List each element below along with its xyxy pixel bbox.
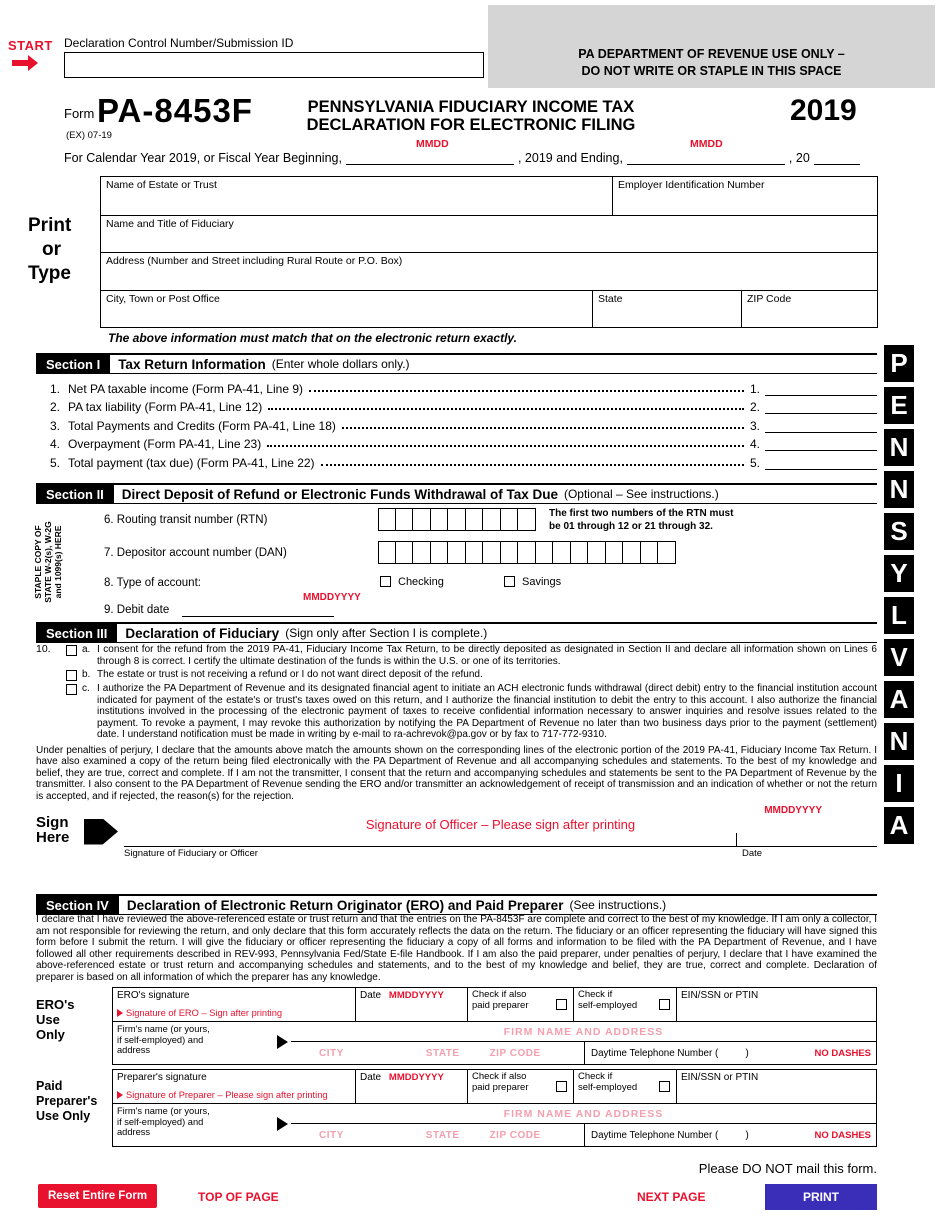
sign-here-arrow-icon <box>84 819 118 845</box>
ero-grid <box>112 987 877 1065</box>
dan-box[interactable] <box>641 541 659 564</box>
ero-check1-line1: Check if also <box>472 989 527 1000</box>
dcn-input[interactable] <box>64 52 484 78</box>
arrow-icon <box>117 1091 123 1099</box>
item-b-checkbox[interactable] <box>66 670 77 681</box>
form-number: PA-8453F <box>97 92 253 129</box>
amount-field-4[interactable] <box>765 437 877 451</box>
preparer-check1-line1: Check if also <box>472 1071 527 1082</box>
ero-paid-preparer-check-cell <box>468 988 574 1021</box>
line-number-right: 1. <box>749 381 760 396</box>
dan-boxes[interactable] <box>378 541 676 564</box>
print-or-type-word3: Type <box>28 263 71 284</box>
item-a-text: I consent for the refund from the 2019 PA-41, Fiduciary Income Tax Return, to be directly deposited as designated in Section II and declare all information shown on Lines 6 through 8 is correct. I certify the ultimate destination of the funds is within the U.S. or one of its territories. <box>97 644 877 667</box>
city-state-zip-row <box>101 290 877 328</box>
section3-badge: Section III <box>36 624 117 642</box>
rtn-box[interactable] <box>431 508 449 531</box>
rtn-box[interactable] <box>448 508 466 531</box>
preparer-check2-line2: self-employed <box>578 1081 638 1093</box>
pa-vertical-letter: A <box>884 681 914 718</box>
fiscal-year-blank[interactable] <box>814 150 860 165</box>
dan-box[interactable] <box>431 541 449 564</box>
preparer-use-only-label <box>36 1069 112 1147</box>
ero-no-dashes-label: NO DASHES <box>814 1047 871 1059</box>
dan-box[interactable] <box>518 541 536 564</box>
signature-label: Signature of Fiduciary or Officer <box>124 847 258 859</box>
fiduciary-signature-line[interactable] <box>124 817 877 847</box>
line-number: 4. <box>50 437 61 452</box>
line-number: 1. <box>50 381 61 396</box>
line-number: 2. <box>50 400 61 415</box>
section2-title: Direct Deposit of Refund or Electronic Funds Withdrawal of Tax Due <box>121 486 558 502</box>
dotted-leader <box>342 427 744 429</box>
section2-subtitle: (Optional – See instructions.) <box>563 487 719 501</box>
line-number-right: 4. <box>749 437 760 452</box>
ero-preparer-section <box>36 914 877 1147</box>
address-row <box>101 252 877 290</box>
ero-ein-cell[interactable] <box>677 988 876 1021</box>
line-label: Total Payments and Credits (Form PA-41, Line 18) <box>68 418 336 433</box>
section4-bar <box>36 894 877 915</box>
dan-box[interactable] <box>658 541 676 564</box>
section2-badge: Section II <box>36 485 114 503</box>
line-label: PA tax liability (Form PA-41, Line 12) <box>68 400 263 415</box>
zip-label: ZIP Code <box>747 292 792 305</box>
pa-vertical-letter: L <box>884 597 914 634</box>
fiduciary-name-label: Name and Title of Fiduciary <box>106 217 234 230</box>
staple-note <box>33 503 63 621</box>
amount-field-5[interactable] <box>765 456 877 470</box>
section4-title: Declaration of Electronic Return Originator (ERO) and Paid Preparer <box>126 897 564 913</box>
amount-field-1[interactable] <box>765 382 877 396</box>
dotted-leader <box>309 390 744 392</box>
line-number: 3. <box>50 418 61 433</box>
ero-phone-cell[interactable] <box>584 1042 876 1064</box>
savings-label: Savings <box>522 576 562 588</box>
print-or-type-label <box>28 214 71 286</box>
pa-vertical-letter: N <box>884 471 914 508</box>
dan-box[interactable] <box>466 541 484 564</box>
pa-vertical-letter: V <box>884 639 914 676</box>
officer-signature-instruction: Signature of Officer – Please sign after printing <box>365 816 636 832</box>
rtn-box[interactable] <box>518 508 536 531</box>
dan-box[interactable] <box>413 541 431 564</box>
revenue-use-box <box>488 5 935 88</box>
dan-box[interactable] <box>501 541 519 564</box>
preparer-zip-placeholder[interactable]: ZIP CODE <box>489 1129 541 1141</box>
rtn-line-label: 6. Routing transit number (RTN) <box>104 514 268 526</box>
ero-firm-row <box>113 1022 876 1064</box>
calendar-year-line <box>64 150 877 165</box>
ero-check1-line2: paid preparer <box>472 999 529 1011</box>
form-title <box>256 99 686 134</box>
preparer-phone-label: Daytime Telephone Number ( ) <box>591 1129 749 1141</box>
section3-subtitle: (Sign only after Section I is complete.) <box>285 626 488 640</box>
preparer-check1-line2: paid preparer <box>472 1081 529 1093</box>
arrow-icon <box>117 1009 123 1017</box>
ero-city-row <box>291 1042 876 1064</box>
preparer-date-label: Date <box>360 1072 382 1083</box>
ero-declaration: I declare that I have reviewed the above-referenced estate or trust return and that the entries on the PA-8453F are complete and correct to the best of my knowledge. If I am only a collector, I am not responsible for reviewing the return, and only declare that this form accurately reflects the data on the return. The fiduciary or an officer representing the fiduciary will have signed this form before I submit the return. I will give the fiduciary or officer representing the fiduciary a copy of all forms and information to be filed with the PA Department of Revenue, and I have followed all other requirements described in REV-993, Pennsylvania Fed/State E-file Handbook. If I am also the paid preparer, under penalties of perjury, I declare that I have examined the above-referenced estate or trust return and accompanying schedules and statements, and to the best of my knowledge and belief, they are true, correct and complete. Declaration of preparer is based on all information of which the preparer has any knowledge. <box>36 914 877 983</box>
dan-line-label: 7. Depositor account number (DAN) <box>104 547 287 559</box>
rtn-note-line2: be 01 through 12 or 21 through 32. <box>549 520 713 532</box>
item-a-checkbox[interactable] <box>66 645 77 656</box>
section3-bar <box>36 622 877 643</box>
ero-firm-label-line3: address <box>117 1045 151 1055</box>
tax-line-1 <box>50 377 877 396</box>
section1-subtitle: (Enter whole dollars only.) <box>271 357 410 371</box>
preparer-paid-preparer-check-cell <box>468 1070 574 1103</box>
form-revision: (EX) 07-19 <box>66 130 112 141</box>
ero-check2-line2: self-employed <box>578 999 638 1011</box>
debit-date-label: 9. Debit date <box>104 604 170 616</box>
address-field[interactable] <box>101 253 877 290</box>
dan-box[interactable] <box>606 541 624 564</box>
form-title-line2: DECLARATION FOR ELECTRONIC FILING <box>306 115 636 134</box>
ero-signature-cell[interactable] <box>113 988 356 1021</box>
dan-box[interactable] <box>553 541 571 564</box>
firm-arrow-icon <box>277 1035 288 1049</box>
start-label: START <box>8 38 53 53</box>
item-10-number: 10. <box>36 643 51 655</box>
fiduciary-name-field[interactable] <box>101 216 877 253</box>
dotted-leader <box>267 445 744 447</box>
item-number-spacer <box>36 669 66 681</box>
date-label: Date <box>742 847 763 859</box>
preparer-firm-label-line1: Firm's name (or yours, <box>117 1106 210 1116</box>
sign-here-row <box>36 813 877 847</box>
preparer-date-cell[interactable] <box>356 1070 468 1103</box>
top-of-page-link[interactable]: TOP OF PAGE <box>198 1190 279 1204</box>
section1-badge: Section I <box>36 355 110 373</box>
section4-badge: Section IV <box>36 896 119 914</box>
checking-checkbox[interactable] <box>380 576 391 587</box>
preparer-phone-cell[interactable] <box>584 1124 876 1146</box>
preparer-paid-preparer-checkbox[interactable] <box>556 1081 567 1092</box>
preparer-side-line1: Paid <box>36 1079 63 1093</box>
ero-ein-label: EIN/SSN or PTIN <box>681 990 759 1001</box>
revenue-use-line2: DO NOT WRITE OR STAPLE IN THIS SPACE <box>581 64 842 78</box>
debit-date-format: MMDDYYYY <box>303 592 361 603</box>
line-number-right: 5. <box>749 455 760 470</box>
section3-title: Declaration of Fiduciary <box>125 625 280 641</box>
pa-vertical-letter: A <box>884 807 914 844</box>
ein-field[interactable] <box>612 177 877 215</box>
sign-here-word2: Here <box>36 828 70 846</box>
rtn-note-line1: The first two numbers of the RTN must <box>549 508 734 519</box>
start-arrow-icon <box>12 60 28 66</box>
ero-check2-line1: Check if <box>578 989 613 1000</box>
preparer-grid <box>112 1069 877 1147</box>
item-10a <box>36 644 877 667</box>
dotted-leader <box>268 408 744 410</box>
item-10c <box>36 683 877 741</box>
preparer-signature-label: Preparer's signature <box>117 1072 207 1083</box>
preparer-no-dashes-label: NO DASHES <box>814 1129 871 1141</box>
line-label: Overpayment (Form PA-41, Line 23) <box>68 437 262 452</box>
calendar-text-1: For Calendar Year 2019, or Fiscal Year Beginning, <box>64 151 342 165</box>
form-word: Form <box>64 106 95 121</box>
item-a-letter: a. <box>82 644 91 655</box>
debit-date-blank[interactable] <box>182 604 334 617</box>
preparer-signature-cell[interactable] <box>113 1070 356 1103</box>
signature-line-labels <box>36 848 877 860</box>
preparer-ein-label: EIN/SSN or PTIN <box>681 1072 759 1083</box>
ero-firm-label-line2: if self-employed) and <box>117 1034 204 1045</box>
preparer-date-format: MMDDYYYY <box>388 1072 444 1083</box>
tax-line-2 <box>50 396 877 415</box>
pa-vertical-letter: I <box>884 765 914 802</box>
sign-here-word1: Sign <box>36 813 69 831</box>
rtn-box[interactable] <box>396 508 414 531</box>
mmdd-label-end: MMDD <box>690 138 723 150</box>
section1-bar <box>36 353 877 374</box>
preparer-self-employed-checkbox[interactable] <box>659 1081 670 1092</box>
tax-year: 2019 <box>790 94 857 127</box>
item-number-spacer <box>36 683 66 741</box>
ero-signature-row <box>113 988 876 1022</box>
dotted-leader <box>321 464 744 466</box>
signature-date-format: MMDDYYYY <box>764 805 822 816</box>
ero-firm-label-line1: Firm's name (or yours, <box>117 1024 210 1034</box>
preparer-city-placeholder[interactable]: CITY <box>319 1129 344 1141</box>
ero-firm-name-placeholder[interactable]: FIRM NAME AND ADDRESS <box>291 1022 876 1042</box>
tax-return-lines <box>50 377 877 470</box>
fiscal-end-blank[interactable] <box>627 150 785 165</box>
pa-vertical-letter: S <box>884 513 914 550</box>
section4-subtitle: (See instructions.) <box>569 898 667 912</box>
ero-paid-preparer-checkbox[interactable] <box>556 999 567 1010</box>
preparer-self-employed-check-cell <box>574 1070 677 1103</box>
preparer-firm-row <box>113 1104 876 1146</box>
preparer-firm-name-placeholder[interactable]: FIRM NAME AND ADDRESS <box>291 1104 876 1124</box>
do-not-mail-note: Please DO NOT mail this form. <box>698 1161 877 1176</box>
ero-date-format: MMDDYYYY <box>388 990 444 1001</box>
preparer-check2-line1: Check if <box>578 1071 613 1082</box>
tax-line-5 <box>50 451 877 470</box>
ero-city-placeholder[interactable]: CITY <box>319 1047 344 1059</box>
revenue-use-line1: PA DEPARTMENT OF REVENUE USE ONLY – <box>578 47 845 61</box>
item-c-checkbox[interactable] <box>66 684 77 695</box>
ero-signature-instruction <box>117 1008 282 1018</box>
firm-arrow-icon <box>277 1117 288 1131</box>
fiscal-begin-blank[interactable] <box>346 150 514 165</box>
pa-vertical-letter: N <box>884 429 914 466</box>
ero-date-cell[interactable] <box>356 988 468 1021</box>
account-type-label: 8. Type of account: <box>104 577 201 589</box>
estate-name-field[interactable] <box>101 177 612 215</box>
line-number-right: 2. <box>749 400 760 415</box>
zip-field[interactable] <box>741 291 877 328</box>
pa-vertical-letter: N <box>884 723 914 760</box>
city-field[interactable] <box>101 291 592 328</box>
amount-field-3[interactable] <box>765 419 877 433</box>
staple-line1: STAPLE COPY OF <box>33 525 43 599</box>
ero-phone-label: Daytime Telephone Number ( ) <box>591 1047 749 1059</box>
dan-box[interactable] <box>571 541 589 564</box>
ero-zip-placeholder[interactable]: ZIP CODE <box>489 1047 541 1059</box>
line-label: Total payment (tax due) (Form PA-41, Line 22) <box>68 455 315 470</box>
dan-box[interactable] <box>378 541 396 564</box>
item-c-letter: c. <box>82 683 90 694</box>
checking-label: Checking <box>398 576 444 588</box>
ein-label: Employer Identification Number <box>618 179 765 191</box>
item-b-letter: b. <box>82 669 91 680</box>
pa-vertical-letter: P <box>884 345 914 382</box>
tax-line-4 <box>50 433 877 452</box>
print-or-type-word2: or <box>42 239 61 260</box>
dan-box[interactable] <box>623 541 641 564</box>
fiduciary-name-row <box>101 215 877 253</box>
ero-date-label: Date <box>360 990 382 1001</box>
rtn-boxes[interactable] <box>378 508 536 531</box>
ero-self-employed-checkbox[interactable] <box>659 999 670 1010</box>
preparer-use-only-block <box>36 1069 877 1147</box>
state-label: State <box>598 292 623 305</box>
pa-vertical-letter: E <box>884 387 914 424</box>
line-number: 5. <box>50 455 61 470</box>
ero-side-line2: Use <box>36 1012 60 1027</box>
calendar-text-2: , 2019 and Ending, <box>517 151 623 165</box>
line-number-right: 3. <box>749 418 760 433</box>
mmdd-label-begin: MMDD <box>416 138 449 150</box>
amount-field-2[interactable] <box>765 400 877 414</box>
preparer-signature-instruction-text: Signature of Preparer – Please sign after printing <box>126 1090 328 1100</box>
estate-name-row <box>101 177 877 215</box>
item-10b <box>36 669 877 681</box>
taxpayer-info-box <box>100 176 878 328</box>
calendar-text-3: , 20 <box>788 151 810 165</box>
section1-title: Tax Return Information <box>118 356 266 372</box>
preparer-ein-cell[interactable] <box>677 1070 876 1103</box>
reset-form-button[interactable]: Reset Entire Form <box>38 1184 157 1208</box>
staple-line2: STATE W-2(s), W-2G <box>43 521 53 603</box>
ero-signature-label: ERO's signature <box>117 990 190 1001</box>
item-b-text: The estate or trust is not receiving a refund or I do not want direct deposit of the refund. <box>97 669 483 680</box>
ero-side-line3: Only <box>36 1027 65 1042</box>
print-button[interactable]: PRINT <box>765 1184 877 1210</box>
rtn-note <box>549 508 733 533</box>
address-label: Address (Number and Street including Rural Route or P.O. Box) <box>106 255 403 267</box>
preparer-side-line2: Preparer's <box>36 1094 98 1108</box>
ero-signature-instruction-text: Signature of ERO – Sign after printing <box>126 1008 283 1018</box>
section2-bar <box>36 483 877 504</box>
rtn-box[interactable] <box>413 508 431 531</box>
line-label: Net PA taxable income (Form PA-41, Line 9) <box>68 381 303 396</box>
preparer-signature-row <box>113 1070 876 1104</box>
staple-line3: and 1099(s) HERE <box>53 525 63 599</box>
city-label: City, Town or Post Office <box>106 292 220 305</box>
preparer-signature-instruction <box>117 1090 328 1100</box>
form-title-line1: PENNSYLVANIA FIDUCIARY INCOME TAX <box>307 98 635 116</box>
preparer-firm-entry-area <box>291 1104 876 1146</box>
state-field[interactable] <box>592 291 741 328</box>
dan-box[interactable] <box>588 541 606 564</box>
rtn-box[interactable] <box>501 508 519 531</box>
item-c-text: I authorize the PA Department of Revenue and its designated financial agent to initiate an ACH electronic funds withdrawal (direct debit) entry to the financial institution account indicated for payment of the estate's or trust's taxes owed on this return, and I authorize the financial institution to debit the entry to this account. I also authorize the financial institutions involved in the processing of the electronic payment of taxes to receive confidential information necessary to answer inquiries and resolve issues related to the payment. To revoke a payment, I may revoke this authorization by notifying the PA Department of Revenue no later than two business days prior to the payment (settlement) date. I understand notification must be made in writing by e-mail to ra-achrevok@pa.gov or by fax to 717-772-9310. <box>97 683 877 740</box>
rtn-box[interactable] <box>483 508 501 531</box>
dan-box[interactable] <box>536 541 554 564</box>
fiduciary-declaration <box>36 644 877 859</box>
rtn-box[interactable] <box>466 508 484 531</box>
preparer-state-placeholder[interactable]: STATE <box>425 1129 460 1141</box>
perjury-statement: Under penalties of perjury, I declare that the amounts above match the amounts shown on the corresponding lines of the electronic portion of the 2019 PA-41, Fiduciary Income Tax Return. I have also examined a copy of the return being filed electronically with the PA Department of Revenue and all accompanying schedules and statements. To the best of my knowledge and belief, they are true, correct and complete. If I am not the transmitter, I consent that the return and accompanying schedules and statements be sent to the PA Department of Revenue by the transmitter. I also consent to the PA Department of Revenue sending the ERO and/or transmitter an acknowledgement of receipt of transmission and an indication of whether or not the return is accepted, and if rejected, the reason(s) for the rejection. <box>36 744 877 802</box>
ero-firm-entry-area <box>291 1022 876 1064</box>
preparer-firm-label-line3: address <box>117 1127 151 1137</box>
dan-box[interactable] <box>483 541 501 564</box>
ero-self-employed-check-cell <box>574 988 677 1021</box>
preparer-side-line3: Use Only <box>36 1109 91 1123</box>
preparer-firm-label-cell <box>113 1104 291 1146</box>
savings-checkbox[interactable] <box>504 576 515 587</box>
ero-firm-label-cell <box>113 1022 291 1064</box>
dan-box[interactable] <box>448 541 466 564</box>
estate-name-label: Name of Estate or Trust <box>106 179 217 191</box>
dan-box[interactable] <box>396 541 414 564</box>
pa-vertical-letter: Y <box>884 555 914 592</box>
print-or-type-word1: Print <box>28 215 72 236</box>
tax-line-3 <box>50 414 877 433</box>
sign-here-label <box>36 815 84 845</box>
ero-use-only-label <box>36 987 112 1065</box>
dcn-label: Declaration Control Number/Submission ID <box>64 36 294 50</box>
match-note: The above information must match that on the electronic return exactly. <box>108 331 517 345</box>
rtn-box[interactable] <box>378 508 396 531</box>
preparer-firm-label-line2: if self-employed) and <box>117 1116 204 1127</box>
ero-state-placeholder[interactable]: STATE <box>425 1047 460 1059</box>
next-page-link[interactable]: NEXT PAGE <box>637 1190 706 1204</box>
ero-side-line1: ERO's <box>36 997 75 1012</box>
ero-use-only-block <box>36 987 877 1065</box>
preparer-city-row <box>291 1124 876 1146</box>
